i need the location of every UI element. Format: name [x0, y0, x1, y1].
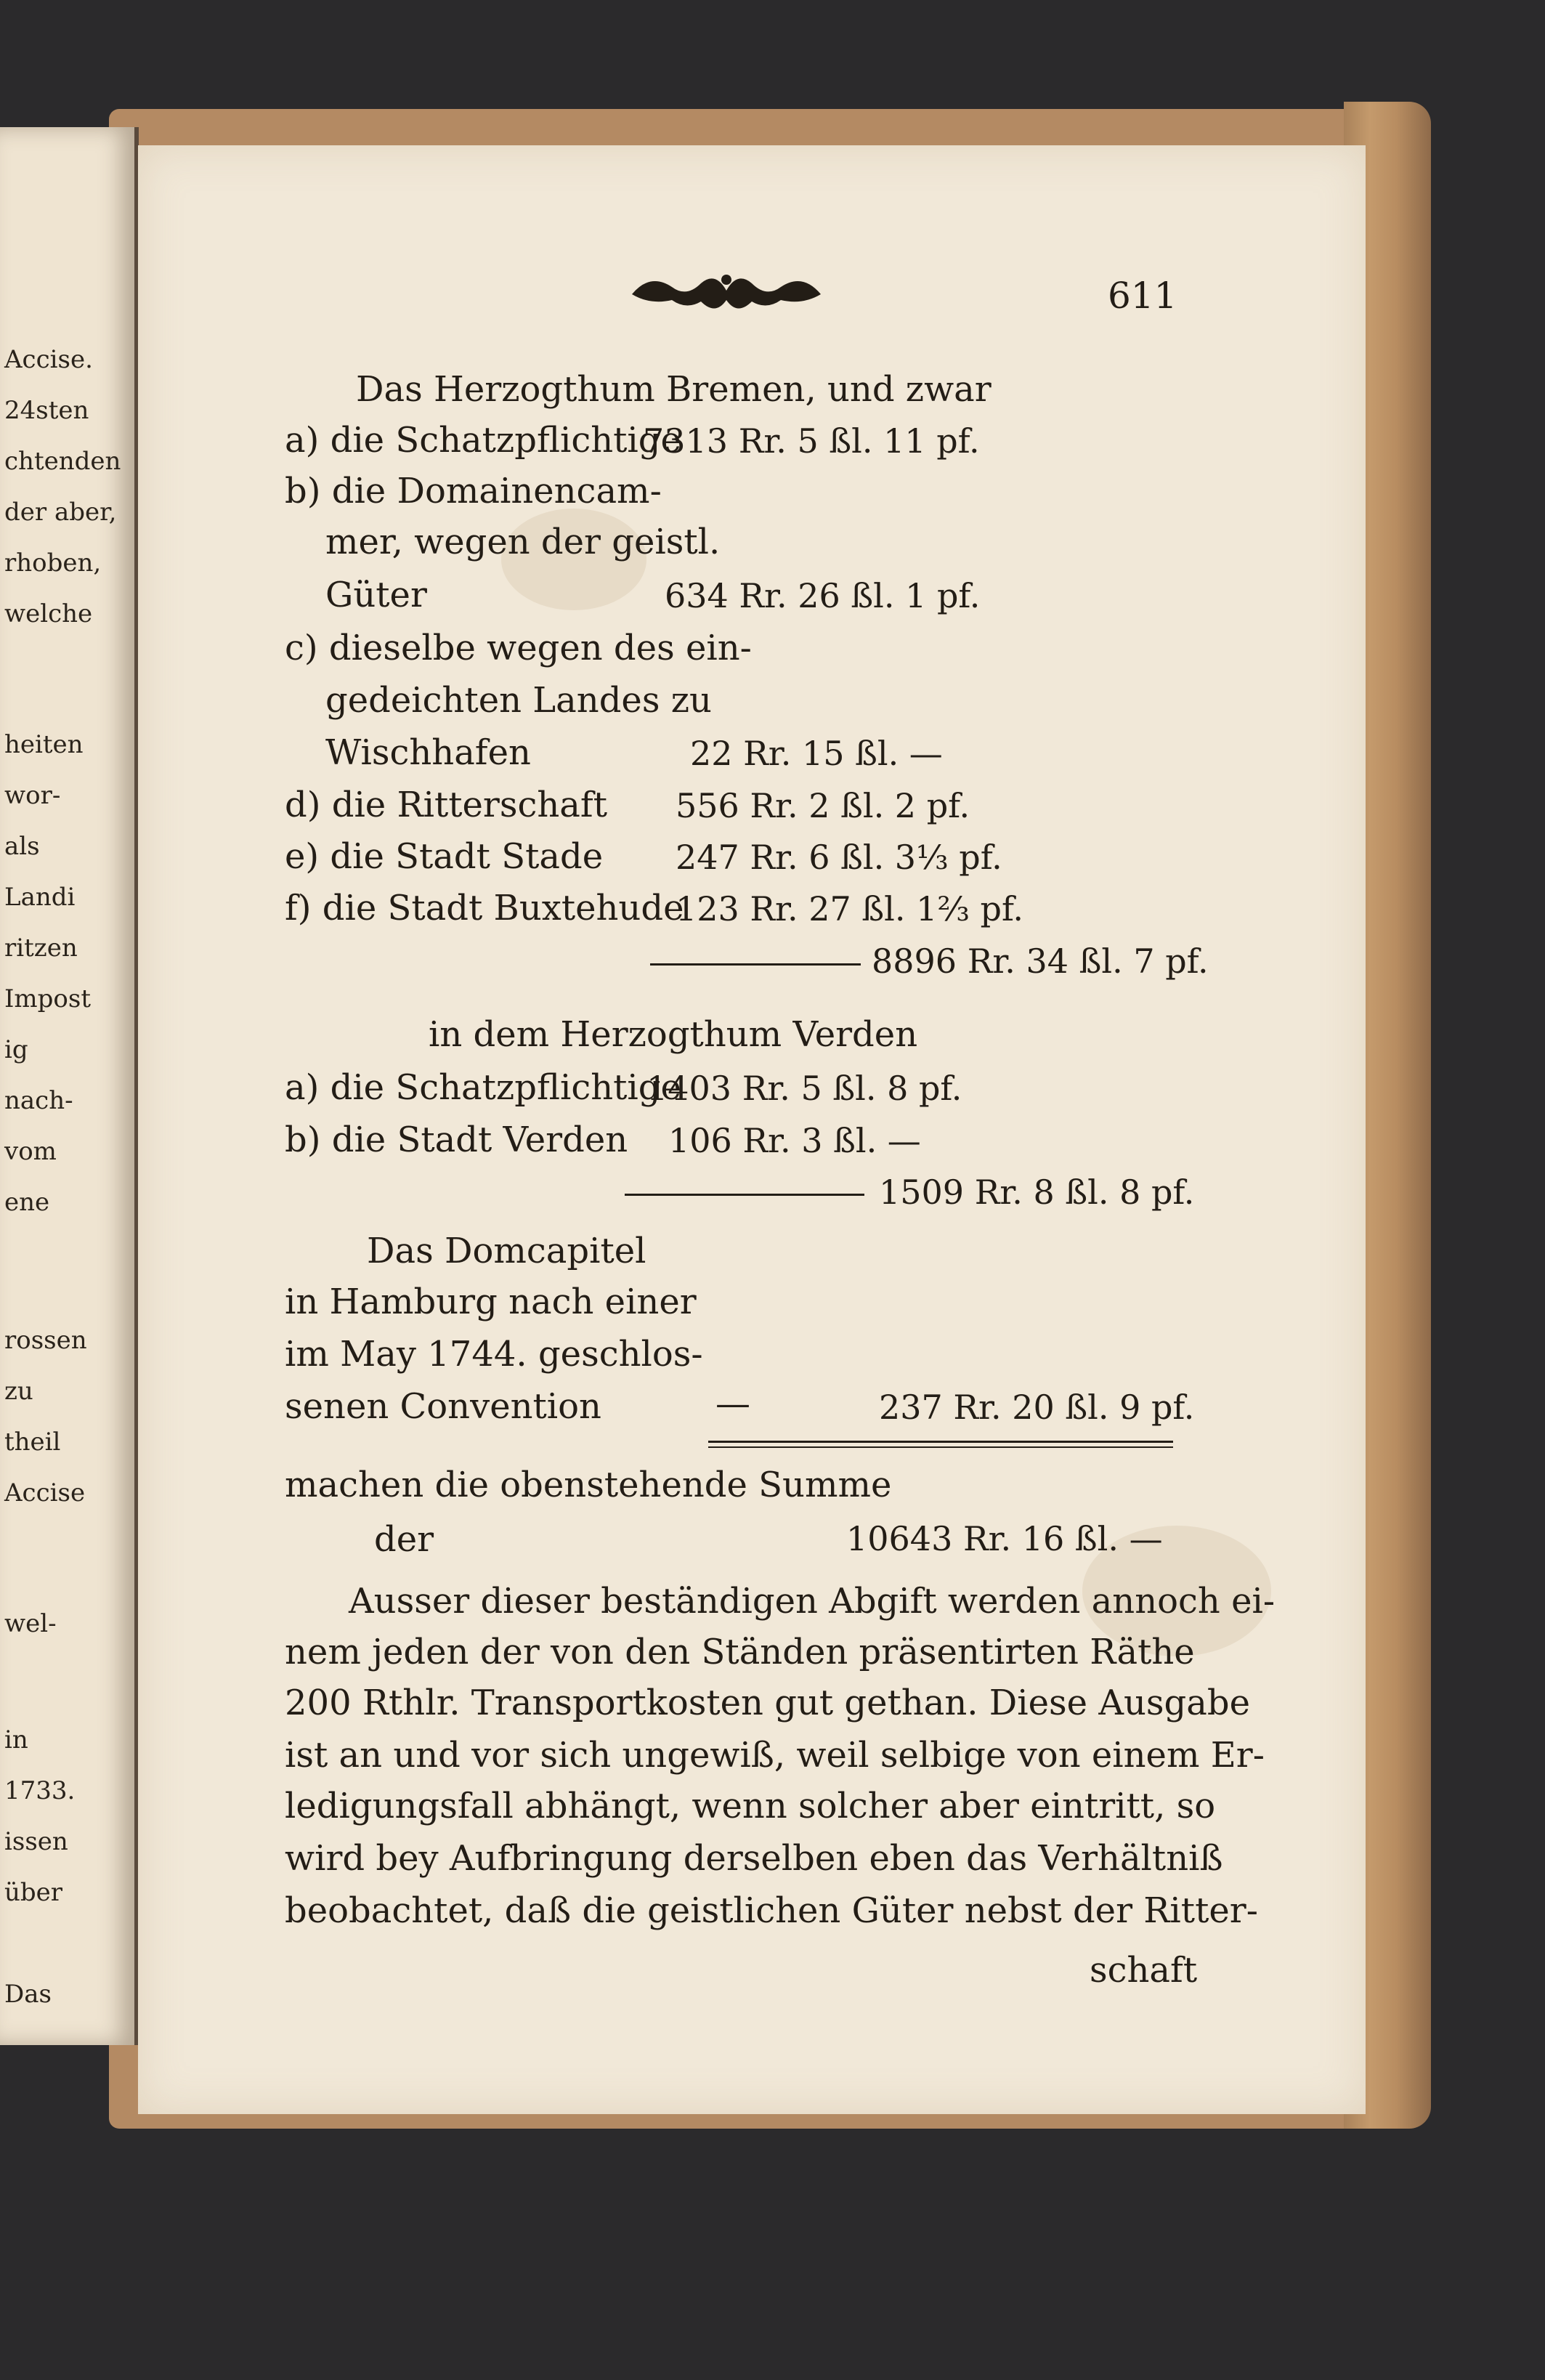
- margin-fragment: theil: [4, 1428, 61, 1457]
- margin-fragment: der aber,: [4, 498, 117, 527]
- margin-fragment: rossen: [4, 1326, 87, 1355]
- entry-label: senen Convention: [285, 1386, 601, 1427]
- margin-fragment: ig: [4, 1035, 28, 1064]
- sum-label: machen die obenstehende Summe: [285, 1465, 892, 1505]
- margin-fragment: in: [4, 1725, 28, 1754]
- entry-amount: 7313 Rr. 5 ßl. 11 pf.: [643, 421, 980, 461]
- margin-fragment: welche: [4, 599, 93, 628]
- entry-label: a) die Schatzpflichtige: [285, 420, 681, 461]
- entry-label: b) die Domainencam-: [285, 471, 662, 511]
- dash: —: [715, 1383, 750, 1424]
- entry-amount: 123 Rr. 27 ßl. 1⅔ pf.: [676, 889, 1024, 928]
- entry-amount: 247 Rr. 6 ßl. 3⅓ pf.: [676, 838, 1002, 877]
- margin-fragment: 24sten: [4, 396, 89, 425]
- entry-amount: 556 Rr. 2 ßl. 2 pf.: [676, 786, 970, 825]
- margin-fragment: chtenden: [4, 447, 121, 476]
- section-heading-verden: in dem Herzogthum Verden: [429, 1014, 918, 1055]
- margin-fragment: 1733.: [4, 1776, 76, 1805]
- entry-amount: 1403 Rr. 5 ßl. 8 pf.: [646, 1069, 962, 1108]
- paragraph-line: ist an und vor sich ungewiß, weil selbige von einem Er-: [285, 1735, 1265, 1776]
- sum-rule: [625, 1194, 864, 1196]
- sum-label: der: [374, 1519, 434, 1560]
- margin-fragment: rhoben,: [4, 549, 102, 578]
- margin-fragment: vom: [4, 1137, 57, 1166]
- entry-label: Wischhafen: [325, 732, 531, 773]
- entry-label: c) dieselbe wegen des ein-: [285, 628, 752, 668]
- page-number: 611: [1108, 275, 1177, 317]
- margin-fragment: heiten: [4, 730, 84, 759]
- entry-label: d) die Ritterschaft: [285, 785, 607, 825]
- entry-label: a) die Schatzpflichtige: [285, 1067, 681, 1108]
- margin-fragment: über: [4, 1878, 63, 1907]
- paragraph-line: 200 Rthlr. Transportkosten gut gethan. Diese Ausgabe: [285, 1683, 1251, 1723]
- margin-fragment: zu: [4, 1377, 33, 1406]
- margin-fragment: Accise.: [4, 345, 93, 374]
- grand-total: 10643 Rr. 16 ßl. —: [846, 1519, 1163, 1558]
- sum-rule: [708, 1446, 1173, 1448]
- margin-fragment: Impost: [4, 984, 92, 1013]
- paragraph-line: nem jeden der von den Ständen präsentirten Räthe: [285, 1632, 1195, 1672]
- margin-fragment: issen: [4, 1827, 68, 1856]
- paragraph-line: beobachtet, daß die geistlichen Güter nebst der Ritter-: [285, 1890, 1258, 1931]
- entry-label: im May 1744. geschlos-: [285, 1334, 703, 1375]
- section-heading-bremen: Das Herzogthum Bremen, und zwar: [356, 369, 992, 410]
- margin-fragment: nach-: [4, 1086, 73, 1115]
- entry-amount: 237 Rr. 20 ßl. 9 pf.: [879, 1388, 1195, 1427]
- margin-fragment: Das: [4, 1980, 52, 2009]
- margin-fragment: ritzen: [4, 934, 78, 963]
- entry-label: mer, wegen der geistl.: [325, 522, 721, 562]
- sum-rule: [650, 963, 861, 966]
- margin-fragment: Landi: [4, 883, 76, 912]
- paragraph-line: ledigungsfall abhängt, wenn solcher aber eintritt, so: [285, 1786, 1216, 1826]
- entry-amount: 106 Rr. 3 ßl. —: [668, 1121, 921, 1160]
- entry-amount: 634 Rr. 26 ßl. 1 pf.: [665, 576, 981, 615]
- entry-label: Güter: [325, 575, 427, 615]
- entry-label: Das Domcapitel: [367, 1231, 646, 1271]
- paragraph-line: Ausser dieser beständigen Abgift werden annoch ei-: [349, 1581, 1276, 1622]
- left-page-edge: [0, 127, 139, 2045]
- entry-label: b) die Stadt Verden: [285, 1120, 628, 1160]
- entry-label: in Hamburg nach einer: [285, 1282, 697, 1322]
- entry-amount: 22 Rr. 15 ßl. —: [690, 734, 943, 773]
- entry-label: f) die Stadt Buxtehude: [285, 888, 684, 928]
- margin-fragment: Accise: [4, 1478, 86, 1507]
- catchword: schaft: [1090, 1950, 1198, 1991]
- subtotal-verden: 1509 Rr. 8 ßl. 8 pf.: [879, 1173, 1195, 1212]
- paragraph-line: wird bey Aufbringung derselben eben das Verhältniß: [285, 1838, 1223, 1879]
- margin-fragment: als: [4, 832, 40, 861]
- margin-fragment: wel-: [4, 1609, 57, 1638]
- entry-label: e) die Stadt Stade: [285, 836, 604, 877]
- margin-fragment: ene: [4, 1188, 50, 1217]
- sum-rule: [708, 1441, 1173, 1443]
- entry-label: gedeichten Landes zu: [325, 680, 712, 721]
- margin-fragment: wor-: [4, 781, 61, 810]
- ornament-icon: [628, 265, 824, 320]
- subtotal-bremen: 8896 Rr. 34 ßl. 7 pf.: [872, 942, 1209, 981]
